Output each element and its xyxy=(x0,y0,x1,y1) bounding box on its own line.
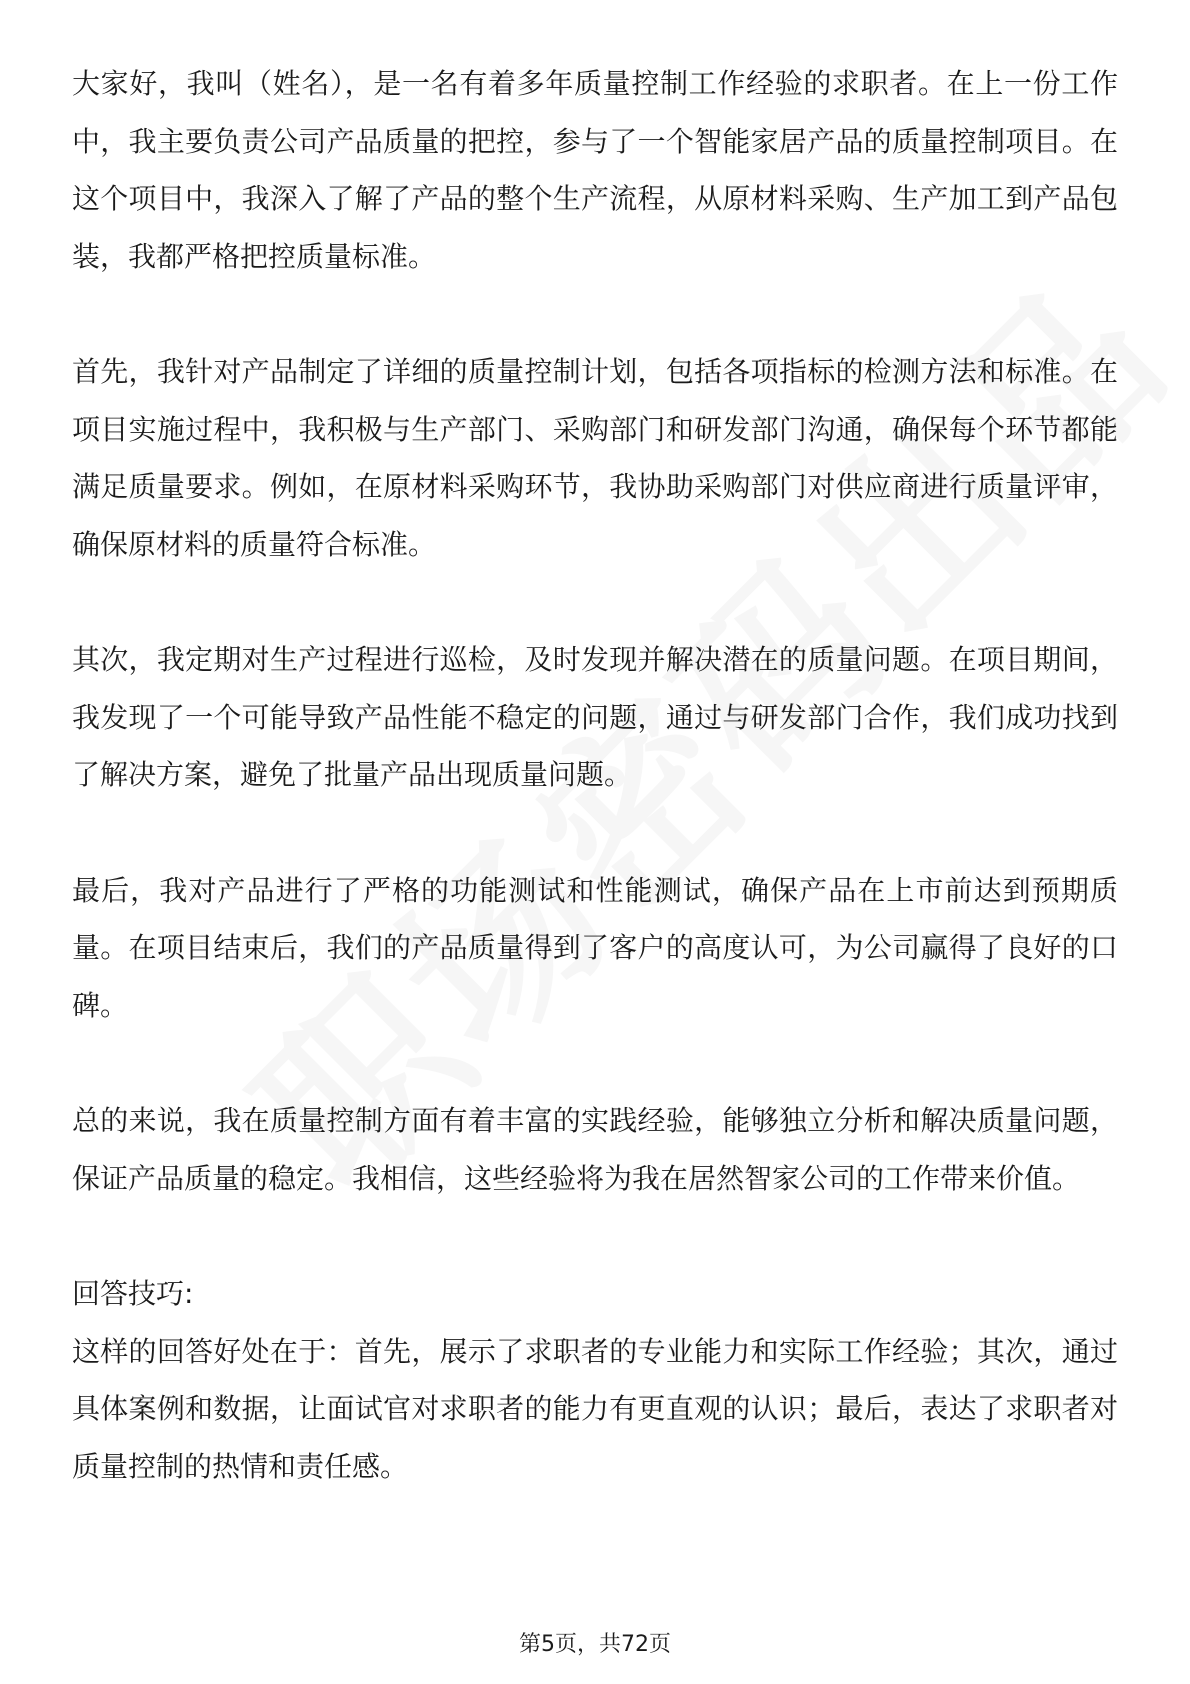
paragraph-first: 首先，我针对产品制定了详细的质量控制计划，包括各项指标的检测方法和标准。在项目实施过程中，我积极与生产部门、采购部门和研发部门沟通，确保每个环节都能满足质量要求。例如，在原材料采购环节，我协助采购部门对供应商进行质量评审，确保原材料的质量符合标准。 xyxy=(72,355,1118,561)
paragraph-second: 其次，我定期对生产过程进行巡检，及时发现并解决潜在的质量问题。在项目期间，我发现了一个可能导致产品性能不稳定的问题，通过与研发部门合作，我们成功找到了解决方案，避免了批量产品出现质量问题。 xyxy=(72,643,1118,791)
paragraph-last: 最后，我对产品进行了严格的功能测试和性能测试，确保产品在上市前达到预期质量。在项目结束后，我们的产品质量得到了客户的高度认可，为公司赢得了良好的口碑。 xyxy=(72,873,1118,1022)
page-number: 第5页，共72页 xyxy=(519,1632,671,1657)
paragraph-summary: 总的来说，我在质量控制方面有着丰富的实践经验，能够独立分析和解决质量问题，保证产品质量的稳定。我相信，这些经验将为我在居然智家公司的工作带来价值。 xyxy=(72,1104,1118,1195)
tips-section xyxy=(72,1265,1118,1495)
paragraph-intro: 大家好，我叫（姓名），是一名有着多年质量控制工作经验的求职者。在上一份工作中，我主要负责公司产品质量的把控，参与了一个智能家居产品的质量控制项目。在这个项目中，我深入了解了产品的整个生产流程，从原材料采购、生产加工到产品包装，我都严格把控质量标准。 xyxy=(72,67,1118,273)
tips-body: 这样的回答好处在于：首先，展示了求职者的专业能力和实际工作经验；其次，通过具体案例和数据，让面试官对求职者的能力有更直观的认识；最后，表达了求职者对质量控制的热情和责任感。 xyxy=(72,1334,1118,1483)
document-body xyxy=(72,55,1118,1495)
tips-heading: 回答技巧: xyxy=(72,1277,194,1310)
